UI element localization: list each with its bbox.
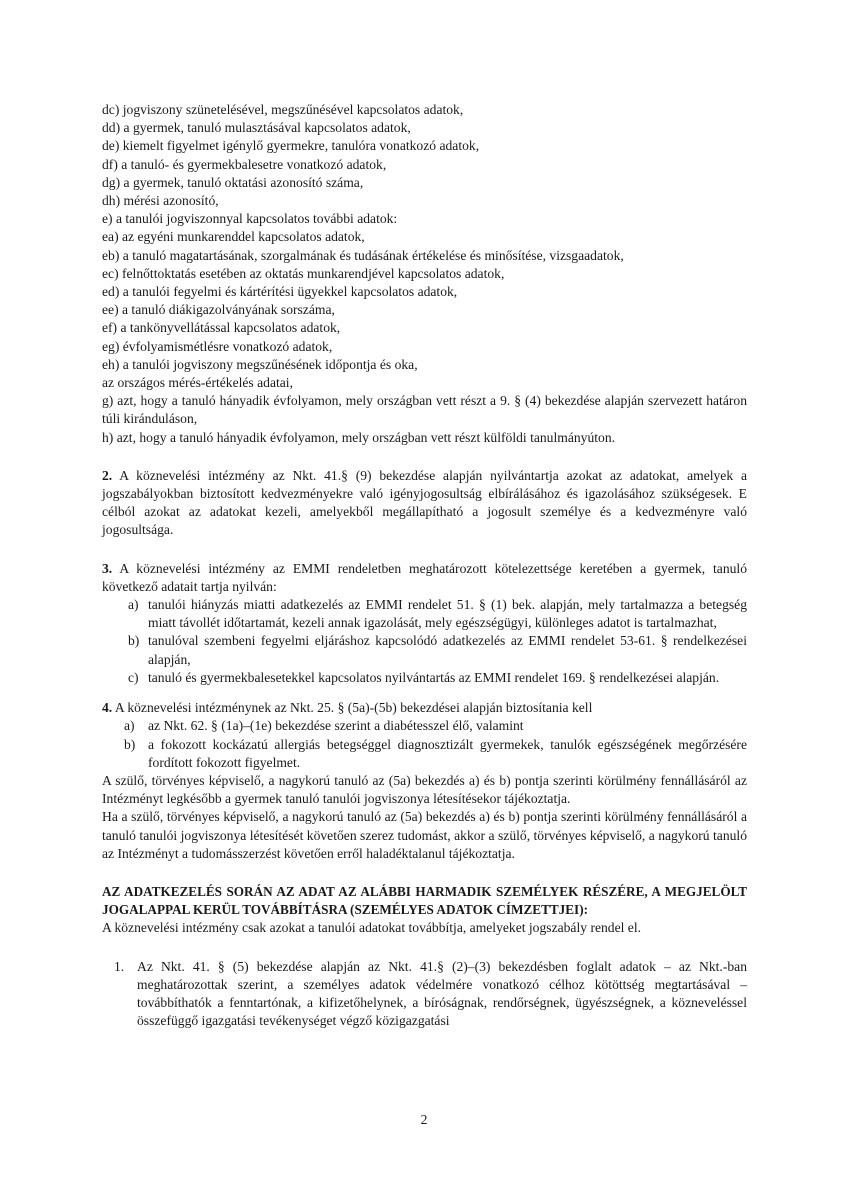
list-item	[128, 669, 747, 687]
section-number: 2.	[102, 467, 113, 483]
intro-line: de) kiemelt figyelmet igénylő gyermekre, tanulóra vonatkozó adatok,	[102, 138, 480, 154]
section-4	[102, 699, 747, 863]
intro-line: eg) évfolyamismétlésre vonatkozó adatok,	[102, 338, 333, 354]
section-4-paragraph: Ha a szülő, törvényes képviselő, a nagykorú tanuló az (5a) bekezdés a) és b) pontja szerinti körülmény fennállásáról a tanuló tanulói jogviszonya létesítését követően szerez tudomást, akkor a szülő, törvényes képviselő, a nagykorú tanuló az Intézményt a tudomásszerzést követően erről haladéktalanul tájékoztatja.	[102, 809, 747, 861]
section-text: A köznevelési intézmény az EMMI rendeletben meghatározott kötelezettsége keretében a gyermek, tanuló következő adatait tartja nyilván:	[102, 560, 747, 594]
section-4-list	[102, 717, 747, 772]
intro-line: dg) a gyermek, tanuló oktatási azonosító száma,	[102, 174, 364, 190]
list-marker: 1.	[114, 958, 125, 974]
intro-line: eb) a tanuló magatartásának, szorgalmának és tudásának értékelése és minősítése, vizsgaadatok,	[102, 247, 624, 263]
list-marker: b)	[124, 736, 136, 752]
list-marker: a)	[124, 718, 135, 734]
intro-line: az országos mérés-értékelés adatai,	[102, 375, 293, 391]
section-intro	[102, 699, 747, 717]
list-item	[128, 596, 747, 632]
list-text: Az Nkt. 41. § (5) bekezdése alapján az Nkt. 41.§ (2)–(3) bekezdésben foglalt adatok – az Nkt.-ban meghatározottak szerint, a személyes adatok védelmére vonatkozó célhoz kötöttség megtartásával – továbbíthatók a fenntartónak, a kifizetőhelynek, a bíróságnak, rendőrségnek, ügyészségnek, a közneveléssel összefüggő igazgatási tevékenységet végző közigazgatási	[137, 958, 747, 1029]
list-text: tanulóval szembeni fegyelmi eljáráshoz kapcsolódó adatkezelés az EMMI rendelet 53-61. § rendelkezései alapján,	[148, 633, 747, 667]
section-2	[102, 467, 747, 540]
list-text: tanuló és gyermekbalesetekkel kapcsolatos nyilvántartás az EMMI rendelet 169. § rendelkezései alapján.	[148, 669, 720, 685]
intro-line: dh) mérési azonosító,	[102, 193, 219, 209]
section-text: A köznevelési intézmény az Nkt. 41.§ (9) bekezdése alapján nyilvántartja azokat az adatokat, amelyek a jogszabályokban biztosított kedvezményekre való igényjogosultság elbírálásához és igazolásához szükségesek. E célból azokat az adatokat kezeli, amelyekből megállapítható a jogosult személye és a kedvezményre való jogosultsága.	[102, 467, 747, 538]
intro-line: dd) a gyermek, tanuló mulasztásával kapcsolatos adatok,	[102, 120, 411, 136]
page-content	[102, 101, 747, 1030]
list-item	[124, 736, 747, 772]
recipients-intro: A köznevelési intézmény csak azokat a tanulói adatokat továbbítja, amelyeket jogszabály rendel el.	[102, 920, 642, 936]
list-text: az Nkt. 62. § (1a)–(1e) bekezdése szerint a diabétesszel élő, valamint	[148, 718, 524, 734]
section-3	[102, 560, 747, 687]
list-item	[128, 632, 747, 668]
recipients-list-item	[102, 958, 747, 1031]
section-number: 3.	[102, 560, 113, 576]
intro-line: dc) jogviszony szünetelésével, megszűnésével kapcsolatos adatok,	[102, 102, 464, 117]
page-number: 2	[420, 1112, 428, 1127]
list-text: tanulói hiányzás miatti adatkezelés az EMMI rendelet 51. § (1) bek. alapján, mely tartalmazza a betegség miatt távollét időtartamát, kezeli annak igazolását, mely egészségügyi, különleges adatot is tartalmazhat,	[148, 597, 747, 631]
list-marker: c)	[128, 669, 139, 685]
section-number: 4.	[102, 700, 113, 716]
section-4-paragraph: A szülő, törvényes képviselő, a nagykorú tanuló az (5a) bekezdés a) és b) pontja szerinti körülmény fennállásáról az Intézményt legkésőbb a gyermek tanuló tanulói jogviszonya létesítésekor tájékoztatja.	[102, 772, 747, 807]
intro-line: eh) a tanulói jogviszony megszűnésének időpontja és oka,	[102, 356, 418, 372]
intro-line: ea) az egyéni munkarenddel kapcsolatos adatok,	[102, 229, 365, 245]
intro-line: e) a tanulói jogviszonnyal kapcsolatos további adatok:	[102, 211, 398, 227]
list-item	[124, 717, 747, 735]
intro-line: ed) a tanulói fegyelmi és kártérítési ügyekkel kapcsolatos adatok,	[102, 284, 458, 300]
intro-line: ef) a tankönyvellátással kapcsolatos adatok,	[102, 320, 341, 336]
recipients-heading: AZ ADATKEZELÉS SORÁN AZ ADAT AZ ALÁBBI HARMADIK SZEMÉLYEK RÉSZÉRE, A MEGJELÖLT JOGALAPPAL KERÜL TOVÁBBÍTÁSRA (SZEMÉLYES ADATOK CÍMZETTJEI):	[102, 883, 747, 918]
list-text: a fokozott kockázatú allergiás betegséggel diagnosztizált gyermekek, tanulók egészségének megőrzésére fordított fokozott figyelmet.	[148, 736, 747, 770]
list-marker: b)	[128, 633, 140, 649]
section-text: A köznevelési intézménynek az Nkt. 25. § (5a)-(5b) bekezdései alapján biztosítania kell	[114, 700, 593, 716]
intro-line: ee) a tanuló diákigazolványának sorszáma,	[102, 302, 335, 318]
list-marker: a)	[128, 597, 139, 613]
section-3-list	[102, 596, 747, 687]
intro-item-g: g) azt, hogy a tanuló hányadik évfolyamon, mely országban vett részt a 9. § (4) bekezdése alapján szervezett határon túli kiránduláson,	[102, 393, 747, 427]
section-intro	[102, 560, 747, 596]
intro-item-h: h) azt, hogy a tanuló hányadik évfolyamon, mely országban vett részt külföldi tanulmányúton.	[102, 429, 616, 445]
intro-line: ec) felnőttoktatás esetében az oktatás munkarendjével kapcsolatos adatok,	[102, 265, 505, 281]
intro-list	[102, 101, 747, 447]
intro-line: df) a tanuló- és gyermekbalesetre vonatkozó adatok,	[102, 156, 387, 172]
